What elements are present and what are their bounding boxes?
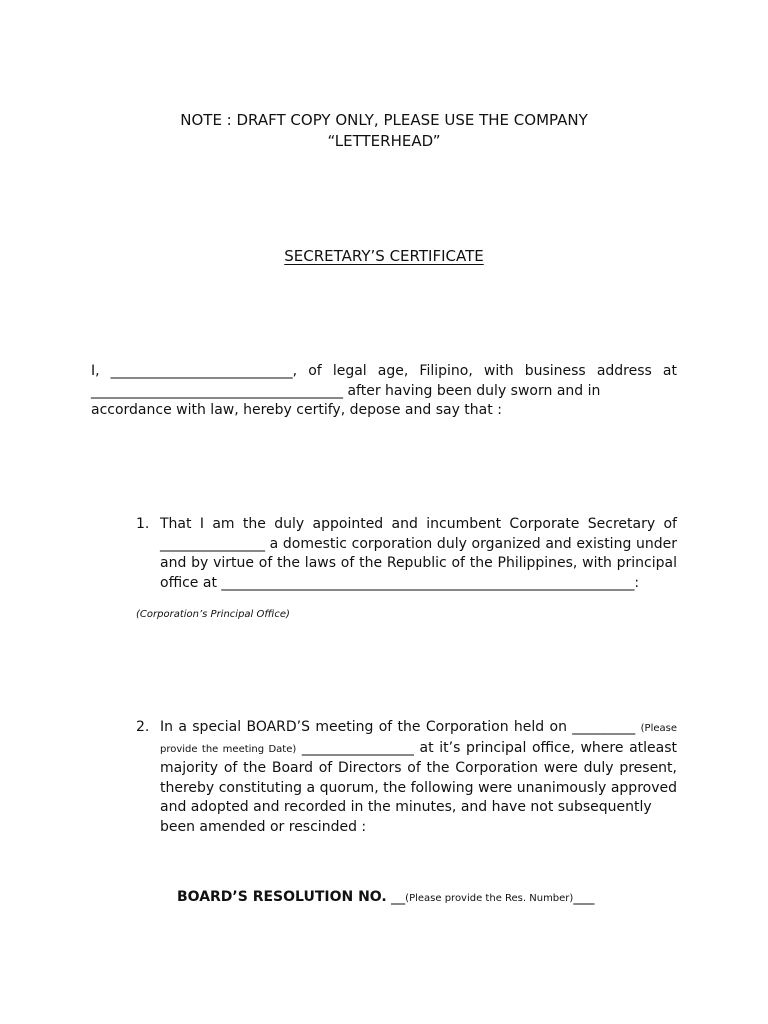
- item-2-text-b: ________________ at it’s principal office, where atleast majority of the Board of Directors of the Corporation were duly present, thereby constituting a quorum, the following were unanimously approved and adopted and recorded in the minutes, and have not subsequently: [160, 739, 678, 816]
- board-resolution-line: [177, 889, 594, 905]
- item-1-paragraph: [160, 515, 677, 593]
- item-1-line-3: and by virtue of the laws of the Republic of the Philippines, with principal: [160, 555, 677, 572]
- document-title-text: SECRETARY’S CERTIFICATE: [284, 247, 484, 265]
- meeting-date-hint: (Please provide the meeting Date): [160, 723, 677, 755]
- intro-paragraph: [91, 362, 677, 421]
- item-1-number: 1.: [136, 516, 150, 532]
- item-2-number: 2.: [136, 719, 150, 735]
- resolution-blank-before: __: [391, 889, 406, 905]
- item-2-text-c: been amended or rescinded :: [160, 818, 367, 835]
- item-2-text-a: In a special BOARD’S meeting of the Corporation held on _________: [160, 719, 641, 735]
- intro-text-part2: accordance with law, hereby certify, depose and say that :: [91, 402, 502, 419]
- item-2-paragraph: [160, 718, 677, 838]
- item-1-line-1: That I am the duly appointed and incumbent Corporate Secretary of: [160, 516, 677, 532]
- intro-text-part1: I, __________________________, of legal age, Filipino, with business address at ____________________________________ after having been duly sworn and in: [91, 363, 677, 399]
- item-1-line-2: _______________ a domestic corporation duly organized and existing under: [160, 535, 677, 552]
- resolution-number-hint: (Please provide the Res. Number): [405, 893, 574, 904]
- document-title: [0, 247, 768, 265]
- draft-note-line-2: “LETTERHEAD”: [327, 132, 441, 150]
- draft-note-line-1: NOTE : DRAFT COPY ONLY, PLEASE USE THE COMPANY: [180, 111, 588, 129]
- resolution-label: BOARD’S RESOLUTION NO.: [177, 889, 387, 905]
- principal-office-caption: (Corporation’s Principal Office): [136, 609, 290, 620]
- item-1-line-4: office at ___________________________________________________________:: [160, 574, 640, 591]
- resolution-blank-after: ___: [573, 889, 595, 905]
